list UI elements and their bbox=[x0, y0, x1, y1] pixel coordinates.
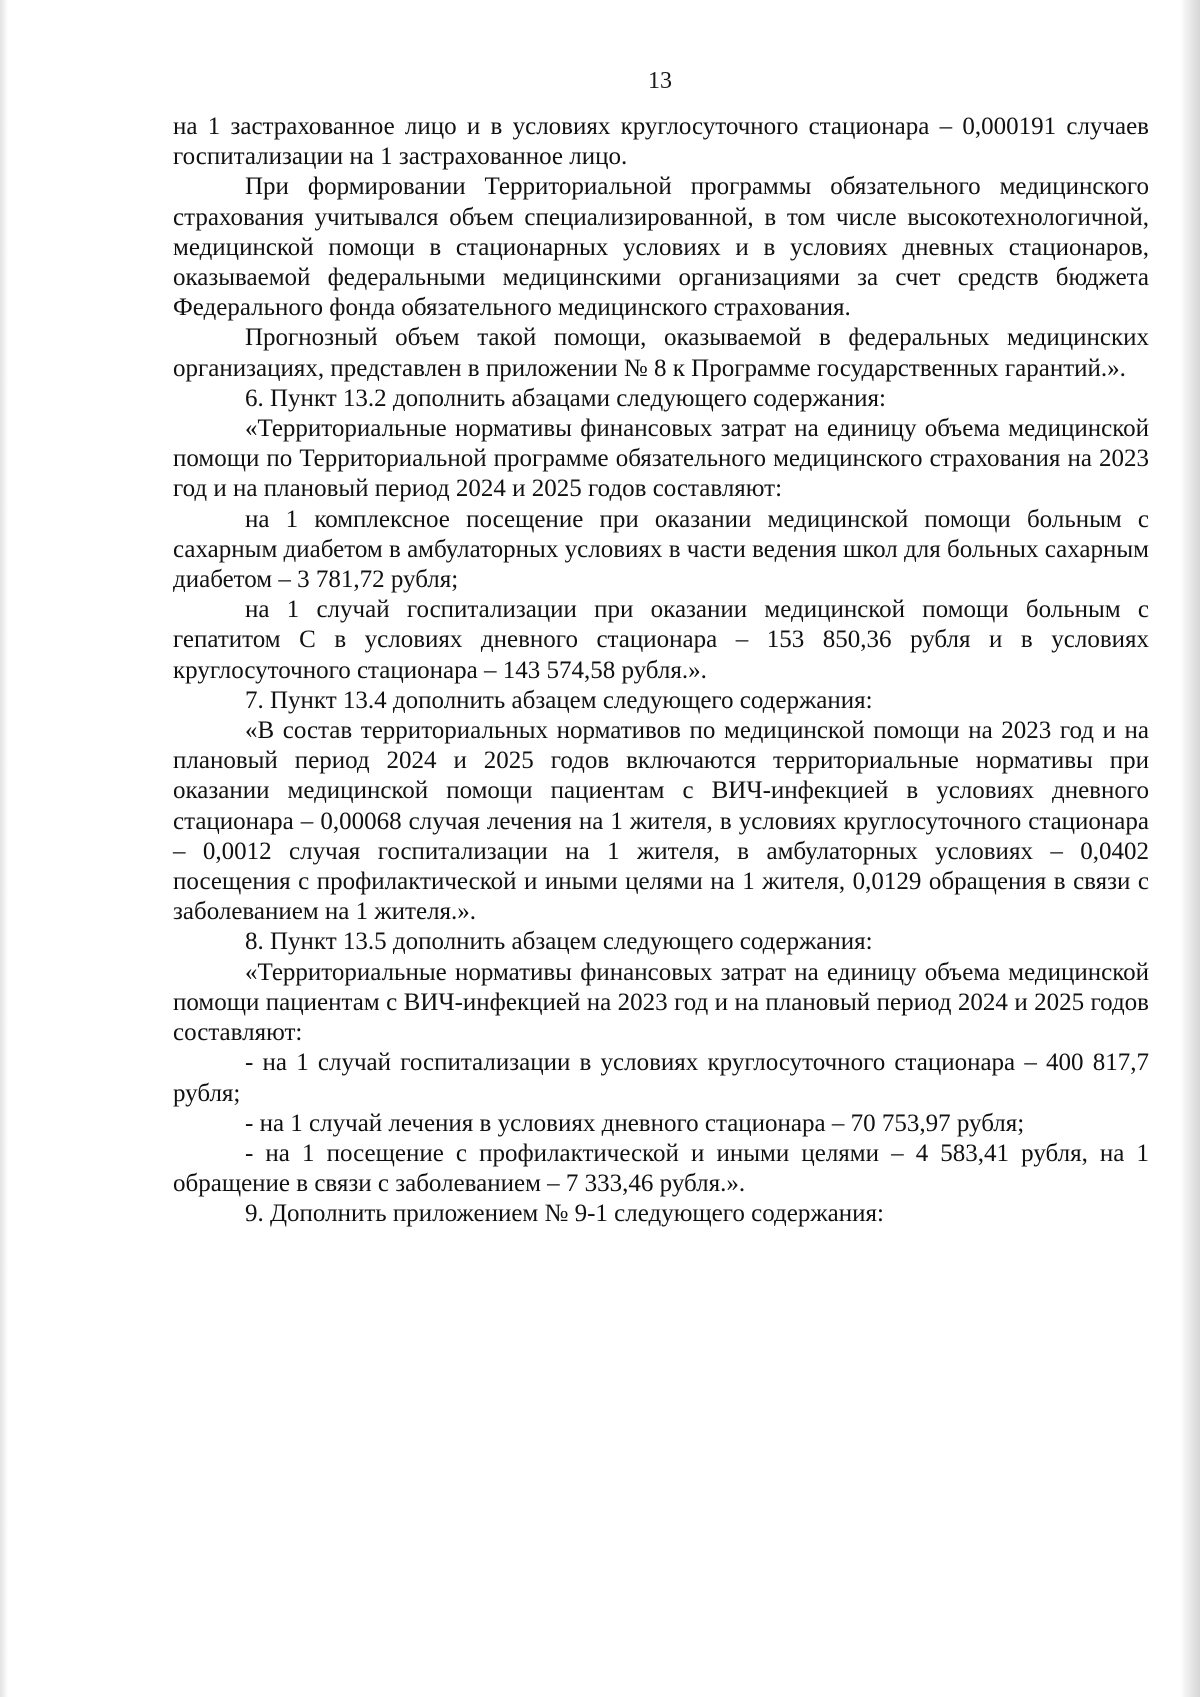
paragraph-item-9: 9. Дополнить приложением № 9-1 следующего содержания: bbox=[245, 1200, 884, 1228]
page-number: 13 bbox=[648, 68, 672, 94]
paragraph-item-6-diabetes: на 1 комплексное посещение при оказании медицинской помощи больным с сахарным диабетом в амбулаторных условиях в части ведения школ для больных сахарным диабетом – 3 781,72 рубля; bbox=[173, 505, 1149, 594]
paragraph-item-8: 8. Пункт 13.5 дополнить абзацем следующего содержания: bbox=[245, 928, 873, 956]
paragraph-item-8-hospital: - на 1 случай госпитализации в условиях круглосуточного стационара – 400 817,7 рубля; bbox=[173, 1049, 1149, 1107]
paragraph-continuation: на 1 застрахованное лицо и в условиях круглосуточного стационара – 0,000191 случаев госпитализации на 1 застрахованное лицо. bbox=[173, 113, 1149, 171]
paragraph-item-6-quote: «Территориальные нормативы финансовых затрат на единицу объема медицинской помощи по Территориальной программе обязательного медицинского страхования на 2023 год и на плановый период 2024 и 2025 годов составляют: bbox=[173, 415, 1149, 503]
paragraph-item-7: 7. Пункт 13.4 дополнить абзацем следующего содержания: bbox=[245, 686, 873, 714]
paragraph-item-7-quote: «В состав территориальных нормативов по медицинской помощи на 2023 год и на плановый период 2024 и 2025 годов включаются территориальные нормативы при оказании медицинской помощи пациентам с ВИЧ-инфекцией в условиях дневного стационара – 0,00068 случая лечения на 1 жителя, в условиях круглосуточного стационара – 0,0012 случая госпитализации на 1 жителя, в амбулаторных условиях – 0,0402 посещения с профилактической и иными целями на 1 жителя, 0,0129 обращения в связи с заболеванием на 1 жителя.». bbox=[173, 717, 1149, 926]
paragraph-item-8-visit: - на 1 посещение с профилактической и иными целями – 4 583,41 рубля, на 1 обращение в связи с заболеванием – 7 333,46 рубля.». bbox=[173, 1139, 1149, 1198]
document-body bbox=[173, 112, 1149, 1230]
paragraph-item-8-quote: «Территориальные нормативы финансовых затрат на единицу объема медицинской помощи пациентам с ВИЧ-инфекцией на 2023 год и на плановый период 2024 и 2025 годов составляют: bbox=[173, 958, 1149, 1047]
paragraph-item-8-day-hospital: - на 1 случай лечения в условиях дневного стационара – 70 753,97 рубля; bbox=[245, 1109, 1025, 1137]
paragraph-item-6-hepatitis: на 1 случай госпитализации при оказании медицинской помощи больным с гепатитом С в условиях дневного стационара – 153 850,36 рубля и в условиях круглосуточного стационара – 143 574,58 рубля.». bbox=[173, 596, 1149, 684]
paragraph-federal-volume: При формировании Территориальной программы обязательного медицинского страхования учитывался объем специализированной, в том числе высокотехнологичной, медицинской помощи в стационарных условиях и в условиях дневных стационаров, оказываемой федеральными медицинскими организациями за счет средств бюджета Федерального фонда обязательного медицинского страхования. bbox=[173, 173, 1149, 322]
paragraph-forecast-volume: Прогнозный объем такой помощи, оказываемой в федеральных медицинских организациях, представлен в приложении № 8 к Программе государственных гарантий.». bbox=[173, 324, 1149, 382]
paragraph-item-6: 6. Пункт 13.2 дополнить абзацами следующего содержания: bbox=[245, 384, 886, 412]
